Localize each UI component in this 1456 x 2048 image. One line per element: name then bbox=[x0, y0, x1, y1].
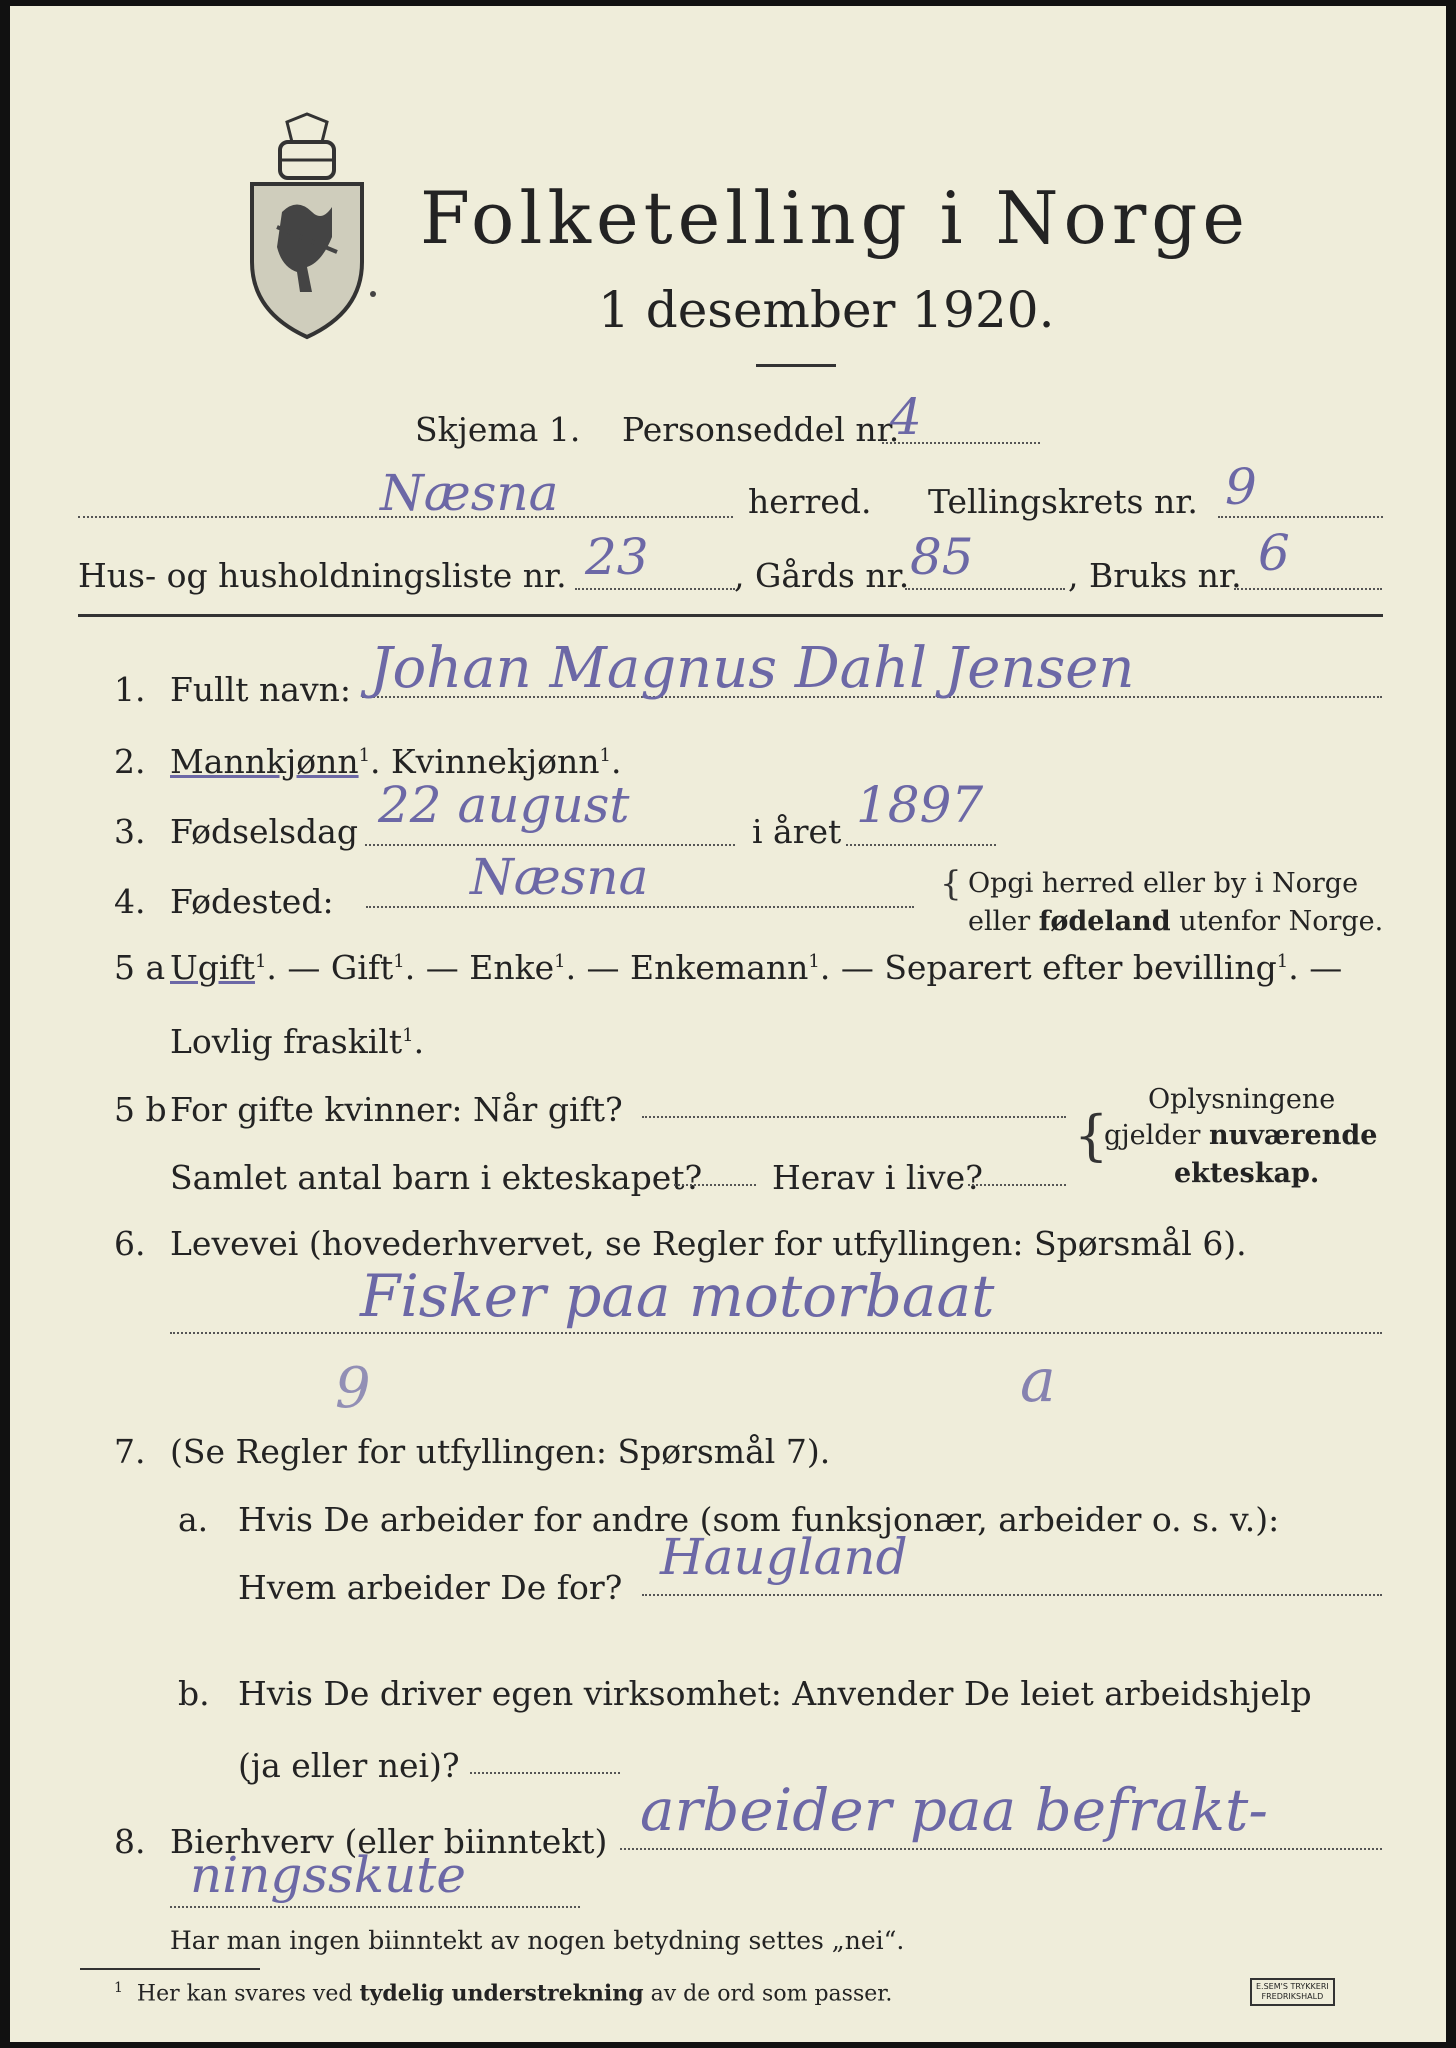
footnote-mark: 1 bbox=[599, 745, 611, 766]
separator-dot: . bbox=[1288, 948, 1299, 987]
q4-label: Fødested: bbox=[170, 882, 334, 921]
occupation-value: Fisker paa motorbaat bbox=[360, 1262, 995, 1330]
separator-dot: . bbox=[413, 1022, 425, 1061]
separator-dot: . bbox=[266, 948, 277, 987]
header-rule bbox=[78, 614, 1383, 617]
gards-line bbox=[905, 588, 1065, 590]
q5a-options bbox=[170, 948, 1342, 987]
tellingskrets-line bbox=[1218, 516, 1383, 518]
husholdning-line bbox=[575, 588, 735, 590]
q5b-note2 bbox=[1104, 1120, 1377, 1151]
dash: — bbox=[276, 948, 331, 987]
footnote-mark: 1 bbox=[393, 951, 405, 972]
married-when-line bbox=[642, 1116, 1066, 1118]
census-date: 1 desember 1920. bbox=[598, 281, 1055, 339]
husholdning-value: 23 bbox=[585, 528, 649, 586]
q4-number: 4. bbox=[114, 882, 146, 921]
stamp-text: E.SEM'S TRYKKERI bbox=[1256, 1982, 1329, 1991]
printer-stamp bbox=[1250, 1978, 1335, 2006]
separator-dot: . bbox=[610, 742, 622, 781]
title-divider bbox=[756, 364, 836, 367]
note-text: utenfor Norge. bbox=[1170, 906, 1384, 937]
birth-year-value: 1897 bbox=[856, 776, 984, 834]
q5b-note-brace: { bbox=[1074, 1104, 1109, 1167]
q7a-letter: a. bbox=[178, 1500, 209, 1539]
q3-label: Fødselsdag bbox=[170, 812, 358, 851]
enke-option: Enke bbox=[469, 948, 555, 987]
footnote-part: av de ord som passer. bbox=[643, 1981, 893, 2007]
year-line bbox=[846, 844, 996, 846]
personseddel-label: Personseddel nr. bbox=[622, 410, 900, 449]
secondary-income-value: arbeider paa befrakt- bbox=[640, 1776, 1268, 1844]
footnote-mark: 1 bbox=[1276, 951, 1289, 972]
bruks-line bbox=[1234, 588, 1382, 590]
herred-value: Næsna bbox=[380, 464, 559, 522]
q5a-options-line2 bbox=[170, 1022, 424, 1061]
birthdate-value: 22 august bbox=[378, 776, 630, 834]
birthplace-value: Næsna bbox=[470, 848, 649, 906]
q3-number: 3. bbox=[114, 812, 146, 851]
tellingskrets-value: 9 bbox=[1225, 458, 1257, 516]
q7-number: 7. bbox=[114, 1432, 146, 1471]
q7b-line1: Hvis De driver egen virksomhet: Anvender De leiet arbeidshjelp bbox=[238, 1674, 1312, 1713]
alive-count-line bbox=[968, 1184, 1066, 1186]
q4-note-brace: { bbox=[940, 864, 962, 904]
footnote-text bbox=[114, 1980, 892, 2006]
herred-label: herred. bbox=[748, 482, 872, 521]
secondary-income-line2 bbox=[170, 1906, 580, 1908]
bruks-value: 6 bbox=[1258, 524, 1290, 582]
footer-note: Har man ingen biinntekt av nogen betydning settes „nei“. bbox=[170, 1926, 905, 1955]
personseddel-value: 4 bbox=[890, 388, 922, 446]
q5b-number: 5 b bbox=[114, 1090, 167, 1129]
ugift-option: Ugift bbox=[170, 948, 255, 987]
q6-number: 6. bbox=[114, 1224, 146, 1263]
coat-of-arms-emblem bbox=[242, 112, 372, 342]
female-option: Kvinnekjønn bbox=[391, 742, 600, 781]
note-bold: fødeland bbox=[1038, 906, 1171, 937]
form-title: Folketelling i Norge bbox=[420, 176, 1250, 260]
q5b-note3: ekteskap. bbox=[1174, 1158, 1320, 1189]
q1-label: Fullt navn: bbox=[170, 670, 351, 709]
q7-label: (Se Regler for utfyllingen: Spørsmål 7). bbox=[170, 1432, 831, 1471]
separert-option: Separert efter bevilling bbox=[884, 948, 1277, 987]
footnote-mark: 1 bbox=[358, 745, 371, 766]
employer-line bbox=[642, 1594, 1382, 1596]
footnote-mark: 1 bbox=[808, 951, 820, 972]
footnote-rule bbox=[80, 1968, 260, 1970]
separator-dot: . bbox=[565, 948, 577, 987]
q7a-line2: Hvem arbeider De for? bbox=[238, 1568, 623, 1607]
q5b-line1: For gifte kvinner: Når gift? bbox=[170, 1090, 623, 1129]
male-option: Mannkjønn bbox=[170, 742, 359, 781]
stamp-text: FREDRIKSHALD bbox=[1261, 1992, 1324, 2001]
footnote-bold: tydelig understrekning bbox=[359, 1980, 644, 2007]
footnote-mark: 1 bbox=[554, 951, 566, 972]
secondary-income-value-cont: ningsskute bbox=[190, 1846, 466, 1904]
separator-dot: . bbox=[404, 948, 416, 987]
ink-dot bbox=[370, 291, 376, 297]
q4-note-line1: Opgi herred eller by i Norge bbox=[968, 868, 1359, 899]
occupation-code-mark: 9 bbox=[335, 1356, 371, 1421]
q7b-letter: b. bbox=[178, 1674, 210, 1713]
fraskilt-option: Lovlig fraskilt bbox=[170, 1022, 403, 1061]
q5b-line2a: Samlet antal barn i ekteskapet? bbox=[170, 1158, 703, 1197]
q7a-line1: Hvis De arbeider for andre (som funksjonær, arbeider o. s. v.): bbox=[238, 1500, 1280, 1539]
q5b-note1: Oplysningene bbox=[1148, 1084, 1336, 1115]
footnote-mark: 1 bbox=[402, 1025, 414, 1046]
occupation-line bbox=[170, 1332, 1382, 1334]
tellingskrets-label: Tellingskrets nr. bbox=[928, 482, 1198, 521]
q2-number: 2. bbox=[114, 742, 146, 781]
q5a-number: 5 a bbox=[114, 948, 166, 987]
census-form-sheet bbox=[10, 6, 1446, 2042]
q8-number: 8. bbox=[114, 1822, 146, 1861]
q8-label: Bierhverv (eller biinntekt) bbox=[170, 1822, 608, 1861]
employer-value: Haugland bbox=[660, 1528, 908, 1586]
q6-label: Levevei (hovederhvervet, se Regler for utfyllingen: Spørsmål 6). bbox=[170, 1224, 1247, 1263]
dash: — bbox=[415, 948, 470, 987]
separator-dot: . bbox=[819, 948, 831, 987]
q5b-line2b: Herav i live? bbox=[772, 1158, 983, 1197]
separator-dot: . bbox=[370, 742, 381, 781]
schema-label: Skjema 1. bbox=[415, 410, 581, 449]
enkemann-option: Enkemann bbox=[630, 948, 809, 987]
husholdning-label: Hus- og husholdningsliste nr. bbox=[78, 556, 567, 595]
footnote-part: Her kan svares ved bbox=[136, 1981, 360, 2007]
gards-value: 85 bbox=[910, 528, 974, 586]
full-name-value: Johan Magnus Dahl Jensen bbox=[370, 636, 1135, 701]
dash: — bbox=[830, 948, 885, 987]
note-bold: nuværende bbox=[1209, 1120, 1378, 1151]
note-text: eller bbox=[968, 906, 1039, 937]
children-count-line bbox=[674, 1184, 756, 1186]
hired-help-line bbox=[470, 1772, 620, 1774]
q4-note-line2 bbox=[968, 906, 1383, 937]
footnote-mark: 1 bbox=[254, 951, 267, 972]
secondary-income-line bbox=[620, 1848, 1382, 1850]
birthplace-line bbox=[366, 906, 914, 908]
bruks-label: , Bruks nr. bbox=[1068, 556, 1242, 595]
occupation-code-mark: a bbox=[1020, 1346, 1056, 1416]
dash: — bbox=[1298, 948, 1343, 987]
q1-number: 1. bbox=[114, 670, 146, 709]
birthdate-line bbox=[365, 844, 735, 846]
gards-label: , Gårds nr. bbox=[734, 556, 910, 595]
note-text: gjelder bbox=[1104, 1120, 1210, 1151]
gift-option: Gift bbox=[330, 948, 394, 987]
year-label: i året bbox=[752, 812, 842, 851]
q7b-line2: (ja eller nei)? bbox=[238, 1746, 460, 1785]
footnote-number: 1 bbox=[114, 1980, 123, 1996]
dash: — bbox=[576, 948, 631, 987]
